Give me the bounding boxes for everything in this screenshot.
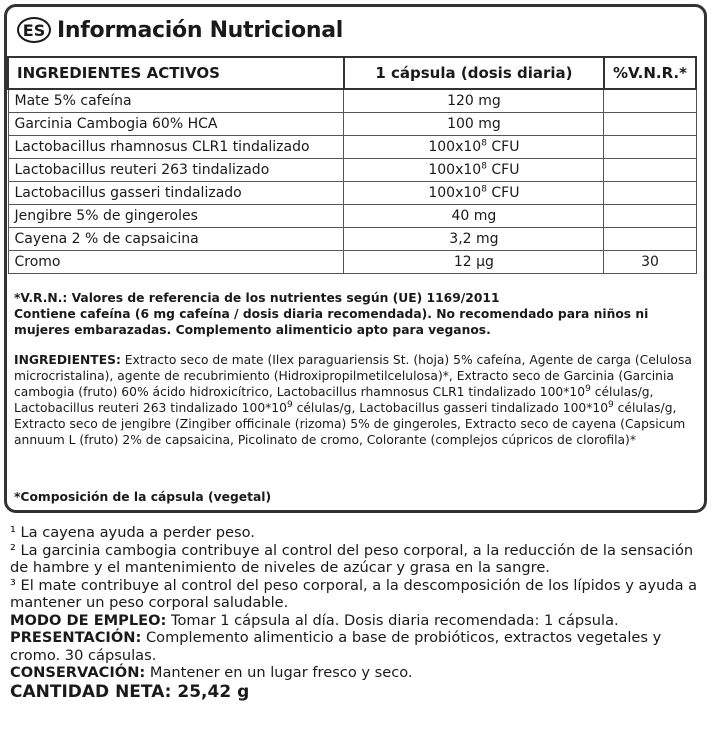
ingredient-vnr <box>604 228 696 251</box>
nutrition-table <box>7 56 697 274</box>
footer-info <box>10 524 706 701</box>
table-row <box>8 113 696 136</box>
ingredient-vnr <box>604 113 696 136</box>
ingredient-name: Mate 5% cafeína <box>8 89 344 113</box>
capsule-note: *Composición de la cápsula (vegetal) <box>14 490 272 504</box>
ingredient-name: Jengibre 5% de gingeroles <box>8 205 344 228</box>
panel-header <box>17 13 343 47</box>
footnote: ¹ La cayena ayuda a perder peso. <box>10 524 255 541</box>
ingredient-name: Cromo <box>8 251 344 274</box>
table-header-row <box>8 57 696 89</box>
ingredient-dose: 3,2 mg <box>344 228 604 251</box>
ingredients-text: INGREDIENTES: Extracto seco de mate (Ilex paraguariensis St. (hoja) 5% cafeína, Agente de carga (Celulosa microcristalina), agente de recubrimiento (Hidroxipropilmetilcelulosa)*, Extracto seco de Garcinia (Garcinia cambogia (fruto) 60% ácido hidroxicítrico, Lactobacillus rhamnosus CLR1 tindalizado $100*10^9$ células/g, Lactobacillus reuteri 263 tindalizado $100*10^9$ células/g, Lactobacillus gasseri tindalizado $100*10^9$ células/g, Extracto seco de jengibre (Zingiber officinale (rizoma) 5% de gingeroles, Extracto seco de cayena (Capsicum annuum L (fruto) 2% de capsaicina, Picolinato de cromo, Colorante (complejos cúpricos de clorofila)* <box>14 353 692 447</box>
storage-info: CONSERVACIÓN: Mantener en un lugar fresco y seco. <box>10 664 413 681</box>
ingredient-name: Cayena 2 % de capsaicina <box>8 228 344 251</box>
ingredient-vnr: 30 <box>604 251 696 274</box>
footnote: ² La garcinia cambogia contribuye al control del peso corporal, a la reducción de la sensación de hambre y el mantenimiento de niveles de azúcar y grasa en la sangre. <box>10 541 694 576</box>
net-quantity: CANTIDAD NETA: 25,42 g <box>10 681 250 702</box>
ingredient-dose: 100 mg <box>344 113 604 136</box>
ingredient-vnr <box>604 89 696 113</box>
table-row <box>8 136 696 159</box>
column-header-ingredients: INGREDIENTES ACTIVOS <box>8 57 344 89</box>
ingredient-vnr <box>604 159 696 182</box>
panel-title: Información Nutricional <box>57 17 343 43</box>
table-row <box>8 205 696 228</box>
ingredient-dose: $100x10^8$ CFU <box>344 182 604 205</box>
ingredient-vnr <box>604 136 696 159</box>
table-row <box>8 228 696 251</box>
table-row <box>8 159 696 182</box>
ingredient-dose: $100x10^8$ CFU <box>344 136 604 159</box>
presentation-info: PRESENTACIÓN: Complemento alimenticio a base de probióticos, extractos vegetales y cromo. 30 cápsulas. <box>10 629 662 664</box>
ingredient-dose: $100x10^8$ CFU <box>344 159 604 182</box>
ingredient-name: Lactobacillus rhamnosus CLR1 tindalizado <box>8 136 344 159</box>
column-header-dose: 1 cápsula (dosis diaria) <box>344 57 604 89</box>
footnote: ³ El mate contribuye al control del peso corporal, a la descomposición de los lípidos y ayuda a mantener un peso corporal saludable. <box>10 576 698 611</box>
ingredient-name: Lactobacillus reuteri 263 tindalizado <box>8 159 344 182</box>
table-row <box>8 182 696 205</box>
ingredient-vnr <box>604 182 696 205</box>
ingredient-dose: 40 mg <box>344 205 604 228</box>
ingredient-name: Lactobacillus gasseri tindalizado <box>8 182 344 205</box>
usage-instructions: MODO DE EMPLEO: Tomar 1 cápsula al día. Dosis diaria recomendada: 1 cápsula. <box>10 611 619 629</box>
ingredient-name: Garcinia Cambogia 60% HCA <box>8 113 344 136</box>
table-row <box>8 89 696 113</box>
ingredient-dose: 12 µg <box>344 251 604 274</box>
vrn-notes <box>14 290 694 338</box>
table-row <box>8 251 696 274</box>
vrn-note: *V.R.N.: Valores de referencia de los nutrientes según (UE) 1169/2011 <box>14 291 500 305</box>
ingredient-vnr <box>604 205 696 228</box>
column-header-vnr: %V.N.R.* <box>604 57 696 89</box>
language-badge: ES <box>17 17 51 43</box>
ingredients-label: INGREDIENTES: <box>14 353 121 367</box>
caffeine-note: Contiene cafeína (6 mg cafeína / dosis diaria recomendada). No recomendado para niños ni mujeres embarazadas. Complemento alimenticio apto para veganos. <box>14 307 649 337</box>
ingredient-dose: 120 mg <box>344 89 604 113</box>
